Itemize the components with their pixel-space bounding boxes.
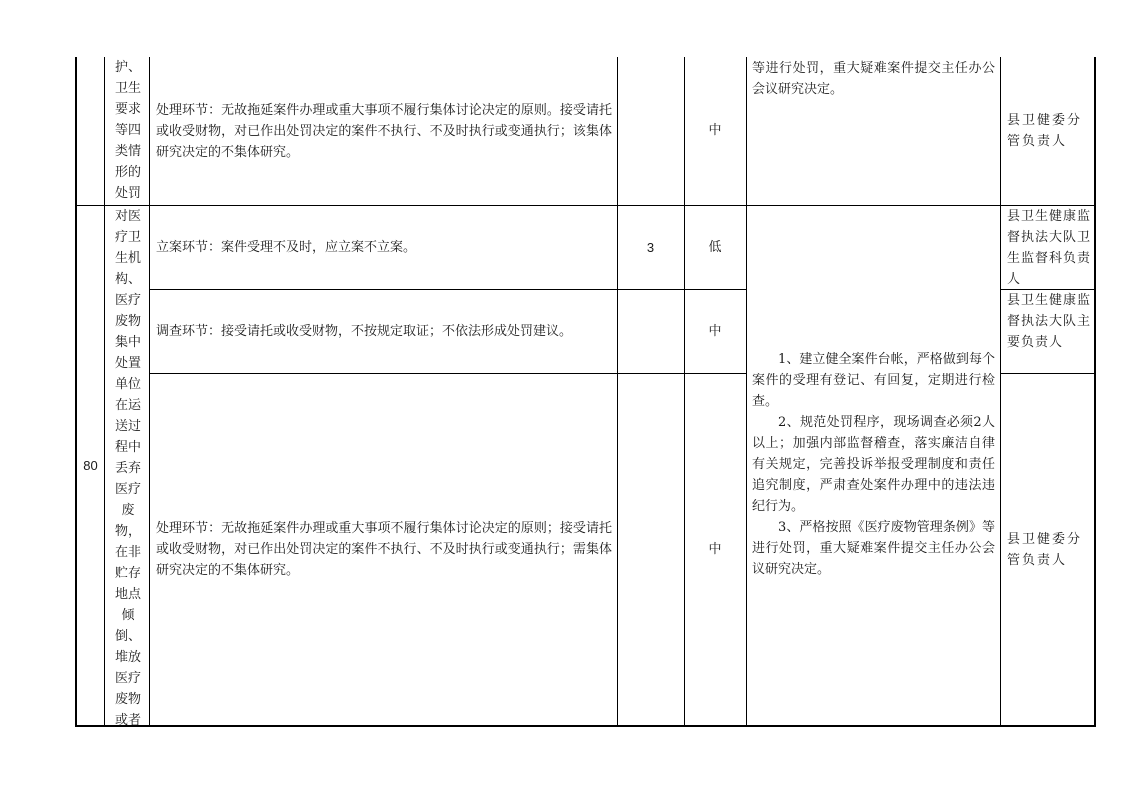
segment-sep-1 xyxy=(149,289,746,290)
category-char: 废物 xyxy=(114,692,141,707)
category-char: 医疗 xyxy=(114,293,141,308)
col-sep-4 xyxy=(684,57,685,727)
category-char: 堆放 xyxy=(114,650,141,665)
category-char: 贮存 xyxy=(114,566,141,581)
table-border-bottom xyxy=(75,725,1096,727)
col-sep-3 xyxy=(617,57,618,727)
segment-level: 中 xyxy=(708,324,722,339)
col-sep-6 xyxy=(1000,57,1001,727)
category-char: 卫生 xyxy=(114,81,141,96)
category-char: 在运 xyxy=(114,398,141,413)
category-char: 或者 xyxy=(114,713,141,728)
col-sep-2 xyxy=(149,57,150,727)
item-number: 80 xyxy=(83,458,98,473)
category-char: 物， xyxy=(114,524,141,539)
category-char: 废物 xyxy=(114,314,141,329)
category-char: 对医 xyxy=(114,209,141,224)
category-char: 在非 xyxy=(114,545,141,560)
category-char: 程中 xyxy=(114,440,141,455)
category-char: 要求 xyxy=(114,102,141,117)
category-char: 处置 xyxy=(114,356,141,371)
category-char: 倾 xyxy=(121,608,135,623)
segment-responsible: 县卫生健康监督执法大队卫生监督科负责人 xyxy=(1007,209,1092,287)
category-char: 废 xyxy=(121,503,135,518)
category-char: 送过 xyxy=(114,419,141,434)
measures-cell xyxy=(752,349,995,580)
segment-text: 立案环节：案件受理不及时，应立案不立案。 xyxy=(156,240,417,255)
col-sep-1 xyxy=(104,57,105,727)
category-char: 倒、 xyxy=(114,629,141,644)
category-char: 处罚 xyxy=(114,186,141,201)
category-char: 丢弃 xyxy=(114,461,141,476)
row-sep-80 xyxy=(75,205,1096,206)
category-char: 等四 xyxy=(114,123,141,138)
segment-responsible: 县卫健委分管负责人 xyxy=(1007,532,1083,568)
segment-text: 处理环节：无故拖延案件办理或重大事项不履行集体讨论决定的原则；接受请托或收受财物，对已作出处罚决定的案件不执行、不及时执行或变通执行；需集体研究决定的不集体研究。 xyxy=(156,521,612,578)
category-char: 护、 xyxy=(114,60,141,75)
resp-sep-2 xyxy=(1000,373,1096,374)
category-char: 形的 xyxy=(114,165,141,180)
category-char: 构、 xyxy=(114,272,141,287)
table-border-left xyxy=(75,57,77,727)
segment-text: 调查环节：接受请托或收受财物，不按规定取证；不依法形成处罚建议。 xyxy=(156,324,573,339)
category-char: 医疗 xyxy=(114,671,141,686)
segment-level: 中 xyxy=(708,542,722,557)
segment-sep-2 xyxy=(149,373,746,374)
top-responsible: 县卫健委分管负责人 xyxy=(1007,113,1083,149)
measure-item: 2、规范处罚程序，现场调查必须2人以上；加强内部监督稽查，落实廉洁自律有关规定，完善投诉举报受理制度和责任追究制度，严肃查处案件办理中的违法违纪行为。 xyxy=(752,415,995,514)
segment-level: 低 xyxy=(708,240,722,255)
category-char: 集中 xyxy=(114,335,141,350)
col-sep-5 xyxy=(746,57,747,727)
measure-item: 3、严格按照《医疗废物管理条例》等进行处罚，重大疑难案件提交主任办公会议研究决定。 xyxy=(752,520,995,577)
category-char: 疗卫 xyxy=(114,230,141,245)
category-char: 地点 xyxy=(114,587,141,602)
measure-item: 1、建立健全案件台帐，严格做到每个案件的受理有登记、有回复，定期进行检查。 xyxy=(752,352,995,409)
top-segment-level: 中 xyxy=(708,123,722,138)
category-char: 单位 xyxy=(114,377,141,392)
category-char: 类情 xyxy=(114,144,141,159)
segment-responsible: 县卫生健康监督执法大队主要负责人 xyxy=(1007,293,1092,350)
segment-count: 3 xyxy=(646,240,655,255)
top-measures-tail: 等进行处罚，重大疑难案件提交主任办公会议研究决定。 xyxy=(752,61,995,97)
top-segment-text: 处理环节：无故拖延案件办理或重大事项不履行集体讨论决定的原则。接受请托或收受财物，对已作出处罚决定的案件不执行、不及时执行或变通执行；该集体研究决定的不集体研究。 xyxy=(156,103,612,160)
category-char: 生机 xyxy=(114,251,141,266)
table-border-right xyxy=(1094,57,1096,727)
category-char: 医疗 xyxy=(114,482,141,497)
